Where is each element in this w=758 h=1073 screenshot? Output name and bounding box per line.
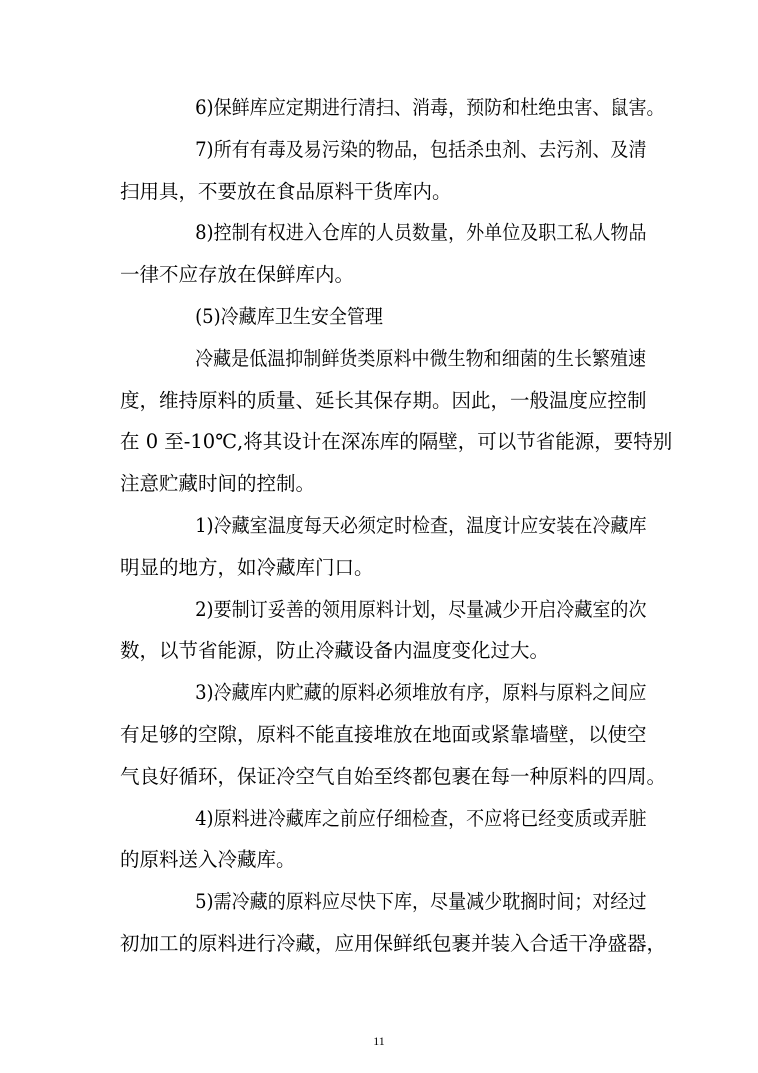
text-line-11: 1)冷藏室温度每天必须定时检查，温度计应安装在冷藏库 xyxy=(195,513,647,537)
text-line-20: 5)需冷藏的原料应尽快下库，尽量减少耽搁时间；对经过 xyxy=(195,890,647,914)
text-line-02: 7)所有有毒及易污染的物品，包括杀虫剂、去污剂、及清 xyxy=(195,137,647,161)
text-line-12: 明显的地方，如冷藏库门口。 xyxy=(120,555,374,579)
text-line-17: 气良好循环，保证冷空气自始至终都包裹在每一种原料的四周。 xyxy=(120,764,667,788)
text-line-03: 扫用具，不要放在食品原料干货库内。 xyxy=(120,179,452,203)
text-line-05: 一律不应存放在保鲜库内。 xyxy=(120,263,355,287)
text-line-18: 4)原料进冷藏库之前应仔细检查，不应将已经变质或弄脏 xyxy=(195,806,647,830)
text-line-19: 的原料送入冷藏库。 xyxy=(120,848,296,872)
text-line-15: 3)冷藏库内贮藏的原料必须堆放有序，原料与原料之间应 xyxy=(195,681,647,705)
section-heading: (5)冷藏库卫生安全管理 xyxy=(195,304,383,328)
text-line-10: 注意贮藏时间的控制。 xyxy=(120,472,316,496)
text-line-08: 度，维持原料的质量、延长其保存期。因此，一般温度应控制 xyxy=(120,388,647,412)
text-line-13: 2)要制订妥善的领用原料计划，尽量减少开启冷藏室的次 xyxy=(195,597,647,621)
document-body xyxy=(120,87,673,965)
text-line-16: 有足够的空隙，原料不能直接堆放在地面或紧靠墙壁，以使空 xyxy=(120,722,647,746)
text-line-09: 在 0 至-10℃,将其设计在深冻库的隔壁，可以节省能源，要特别 xyxy=(120,430,673,454)
text-line-21: 初加工的原料进行冷藏，应用保鲜纸包裹并装入合适干净盛器， xyxy=(120,931,667,955)
text-line-14: 数，以节省能源，防止冷藏设备内温度变化过大。 xyxy=(120,639,550,663)
text-line-04: 8)控制有权进入仓库的人员数量，外单位及职工私人物品 xyxy=(195,221,647,245)
text-line-01: 6)保鲜库应定期进行清扫、消毒，预防和杜绝虫害、鼠害。 xyxy=(195,96,665,119)
text-line-07: 冷藏是低温抑制鲜货类原料中微生物和细菌的生长繁殖速 xyxy=(195,346,647,370)
page-number: 11 xyxy=(373,1034,385,1048)
